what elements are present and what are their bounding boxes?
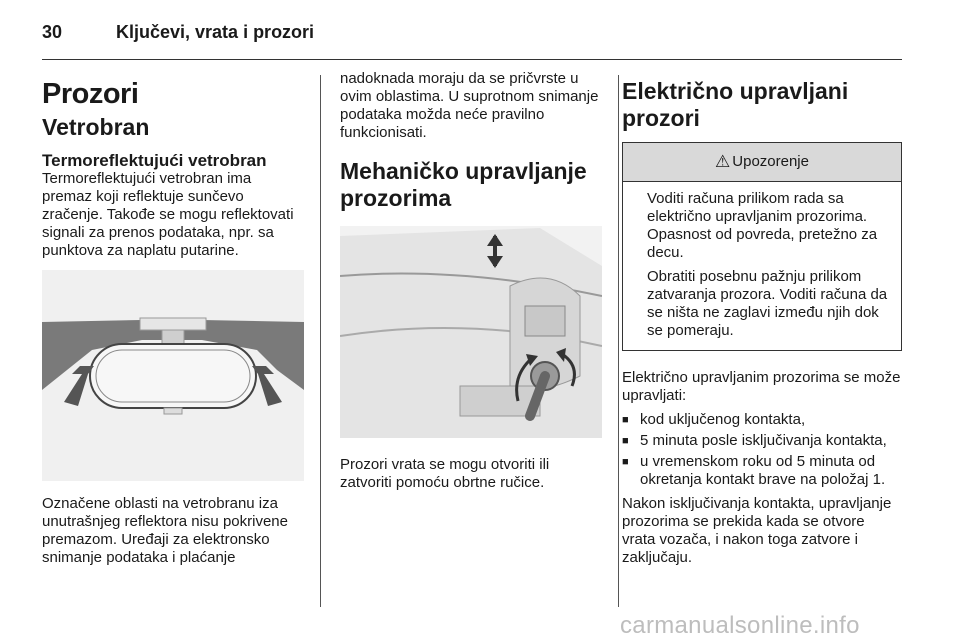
column-1 — [42, 70, 304, 573]
subsection-title-vetrobran: Vetrobran — [42, 114, 150, 140]
operation-conditions-list — [622, 411, 902, 489]
warning-title: Upozorenje — [732, 153, 809, 170]
windshield-mirror-illustration — [42, 270, 304, 481]
column-2 — [340, 70, 602, 498]
warning-triangle-icon: ⚠ — [715, 152, 731, 171]
list-item: ■ kod uključenog kontakta, — [622, 411, 902, 429]
warning-box — [622, 142, 902, 351]
window-crank-figure — [340, 226, 602, 438]
windshield-mirror-figure — [42, 270, 304, 481]
chapter-title: Ključevi, vrata i prozori — [116, 22, 315, 42]
list-item: ■ 5 minuta posle isključivanja kontakta, — [622, 432, 902, 450]
paragraph-operation: Električno upravljanim prozorima se može upravljati: — [622, 369, 901, 404]
warning-paragraph-1: Voditi računa prilikom rada sa električno upravljanim prozorima. Opasnost od povreda, pretežno za decu. — [647, 190, 878, 261]
subsection-title-elektricno: Električno upravljani prozori — [622, 78, 849, 131]
column-3 — [622, 70, 902, 573]
warning-paragraph-2: Obratiti posebnu pažnju prilikom zatvaranja prozora. Voditi računa da se ništa ne zaglavi između njih dok se pomeraju. — [647, 268, 888, 339]
paragraph-continued: nadoknada moraju da se pričvrste u ovim oblastima. U suprotnom snimanje podataka možda neće pravilno funkcionisati. — [340, 70, 599, 141]
column-divider-2 — [618, 75, 619, 607]
page-number: 30 — [42, 22, 63, 42]
warning-header — [623, 143, 901, 182]
column-divider-1 — [320, 75, 321, 607]
paragraph-marked-areas: Označene oblasti na vetrobranu iza unutrašnjeg reflektora nisu pokrivene premazom. Uređaji za elektronsko snimanje podataka i plaćanje — [42, 495, 288, 566]
section-title-prozori: Prozori — [42, 78, 139, 110]
window-crank-illustration — [340, 226, 602, 438]
watermark-text: carmanualsonline.info — [620, 612, 860, 639]
subsection-title-mehanicko: Mehaničko upravljanje prozorima — [340, 158, 587, 211]
heading-termoreflektujuci: Termoreflektujući vetrobran — [42, 151, 267, 170]
header-rule — [42, 59, 902, 60]
list-item: ■ u vremenskom roku od 5 minuta od okretanja kontakt brave na položaj 1. — [622, 453, 902, 489]
paragraph-crank: Prozori vrata se mogu otvoriti ili zatvoriti pomoću obrtne ručice. — [340, 456, 550, 491]
warning-body — [623, 182, 901, 350]
paragraph-ignition-off: Nakon isključivanja kontakta, upravljanje prozorima se prekida kada se otvore vrata vozača, i nakon toga zatvore i zaključaju. — [622, 495, 892, 566]
page-header — [42, 22, 902, 46]
paragraph-windshield: Termoreflektujući vetrobran ima premaz koji reflektuje sunčevo zračenje. Takođe se mogu reflektovati signali za prenos podataka, npr. sa punktova za naplatu putarine. — [42, 170, 294, 259]
